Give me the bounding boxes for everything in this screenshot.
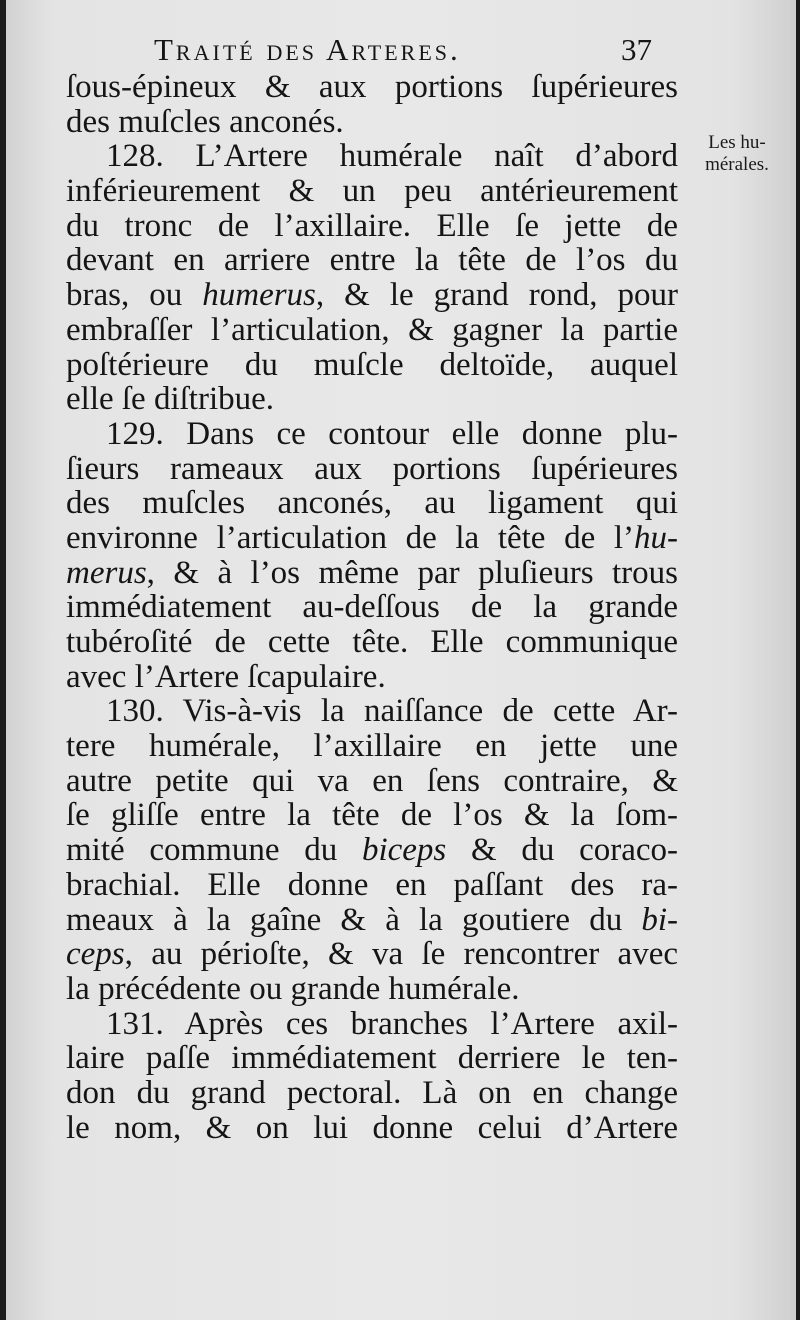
text-line: inférieurement & un peu antérieurement xyxy=(66,173,678,210)
page-number: 37 xyxy=(621,32,652,67)
text-segment: mité commune du xyxy=(66,832,362,869)
text-line: 131. Après ces branches l’Artere axil- xyxy=(106,1005,678,1042)
text-line: ſieurs rameaux aux portions ſupérieures xyxy=(66,450,678,487)
italic-term: humerus xyxy=(202,277,316,314)
running-title: Traité des Arteres. xyxy=(154,32,461,67)
text-line xyxy=(66,521,678,556)
text-segment: environne l’articulation de la tête de l’ xyxy=(66,519,634,556)
text-segment: , & à l’os même par pluſieurs trous xyxy=(146,554,678,591)
body-text xyxy=(66,70,678,1145)
text-line: immédiatement au-deſſous de la grande xyxy=(66,589,678,626)
text-line xyxy=(66,556,678,591)
text-line: le nom, & on lui donne celui d’Artere xyxy=(66,1109,678,1146)
text-line xyxy=(66,833,678,868)
text-line xyxy=(66,903,678,938)
text-line: devant en arriere entre la tête de l’os du xyxy=(66,242,678,279)
page-header xyxy=(146,32,666,72)
italic-term: ceps xyxy=(66,936,125,973)
text-segment: , & le grand rond, pour xyxy=(315,277,678,314)
text-line: elle ſe diſtribue. xyxy=(66,381,275,418)
text-line: 129. Dans ce contour elle donne plu- xyxy=(106,415,678,452)
italic-term: merus xyxy=(66,554,147,591)
italic-term: biceps xyxy=(361,832,447,869)
text-line: du tronc de l’axillaire. Elle ſe jette de xyxy=(66,207,678,244)
margin-note-line: Les hu- xyxy=(708,132,766,153)
text-line: des muſcles anconés, au ligament qui xyxy=(66,485,678,522)
text-segment: & du coraco- xyxy=(446,832,678,869)
italic-term: hu- xyxy=(634,519,678,556)
text-line: ſe gliſſe entre la tête de l’os & la ſom- xyxy=(66,797,678,834)
text-line xyxy=(66,278,678,313)
text-line: tere humérale, l’axillaire en jette une xyxy=(66,728,678,765)
text-line: la précédente ou grande humérale. xyxy=(66,970,520,1007)
text-line: poſtérieure du muſcle deltoïde, auquel xyxy=(66,346,678,383)
italic-term: bi- xyxy=(641,901,678,938)
margin-note xyxy=(682,132,792,176)
text-line: laire paſſe immédiatement derriere le ten- xyxy=(66,1040,678,1077)
text-line xyxy=(66,937,678,972)
text-line: autre petite qui va en ſens contraire, & xyxy=(66,762,678,799)
text-line: des muſcles anconés. xyxy=(66,103,344,140)
text-line: brachial. Elle donne en paſſant des ra- xyxy=(66,866,678,903)
text-line: 128. L’Artere humérale naît d’abord xyxy=(106,138,678,175)
margin-note-line: mérales. xyxy=(705,154,769,175)
text-segment: meaux à la gaîne & à la goutiere du xyxy=(66,901,642,938)
text-line: ſous-épineux & aux portions ſupérieures xyxy=(66,69,678,105)
text-line: tubéroſité de cette tête. Elle communique xyxy=(66,624,678,660)
text-segment: bras, ou xyxy=(66,277,203,314)
text-line: 130. Vis-à-vis la naiſſance de cette Ar- xyxy=(106,693,678,730)
text-line: avec l’Artere ſcapulaire. xyxy=(66,658,386,695)
text-line: embraſſer l’articulation, & gagner la partie xyxy=(66,311,678,348)
text-segment: , au périoſte, & va ſe rencontrer avec xyxy=(124,936,678,973)
book-page xyxy=(6,0,796,1320)
text-line: don du grand pectoral. Là on en change xyxy=(66,1074,678,1111)
